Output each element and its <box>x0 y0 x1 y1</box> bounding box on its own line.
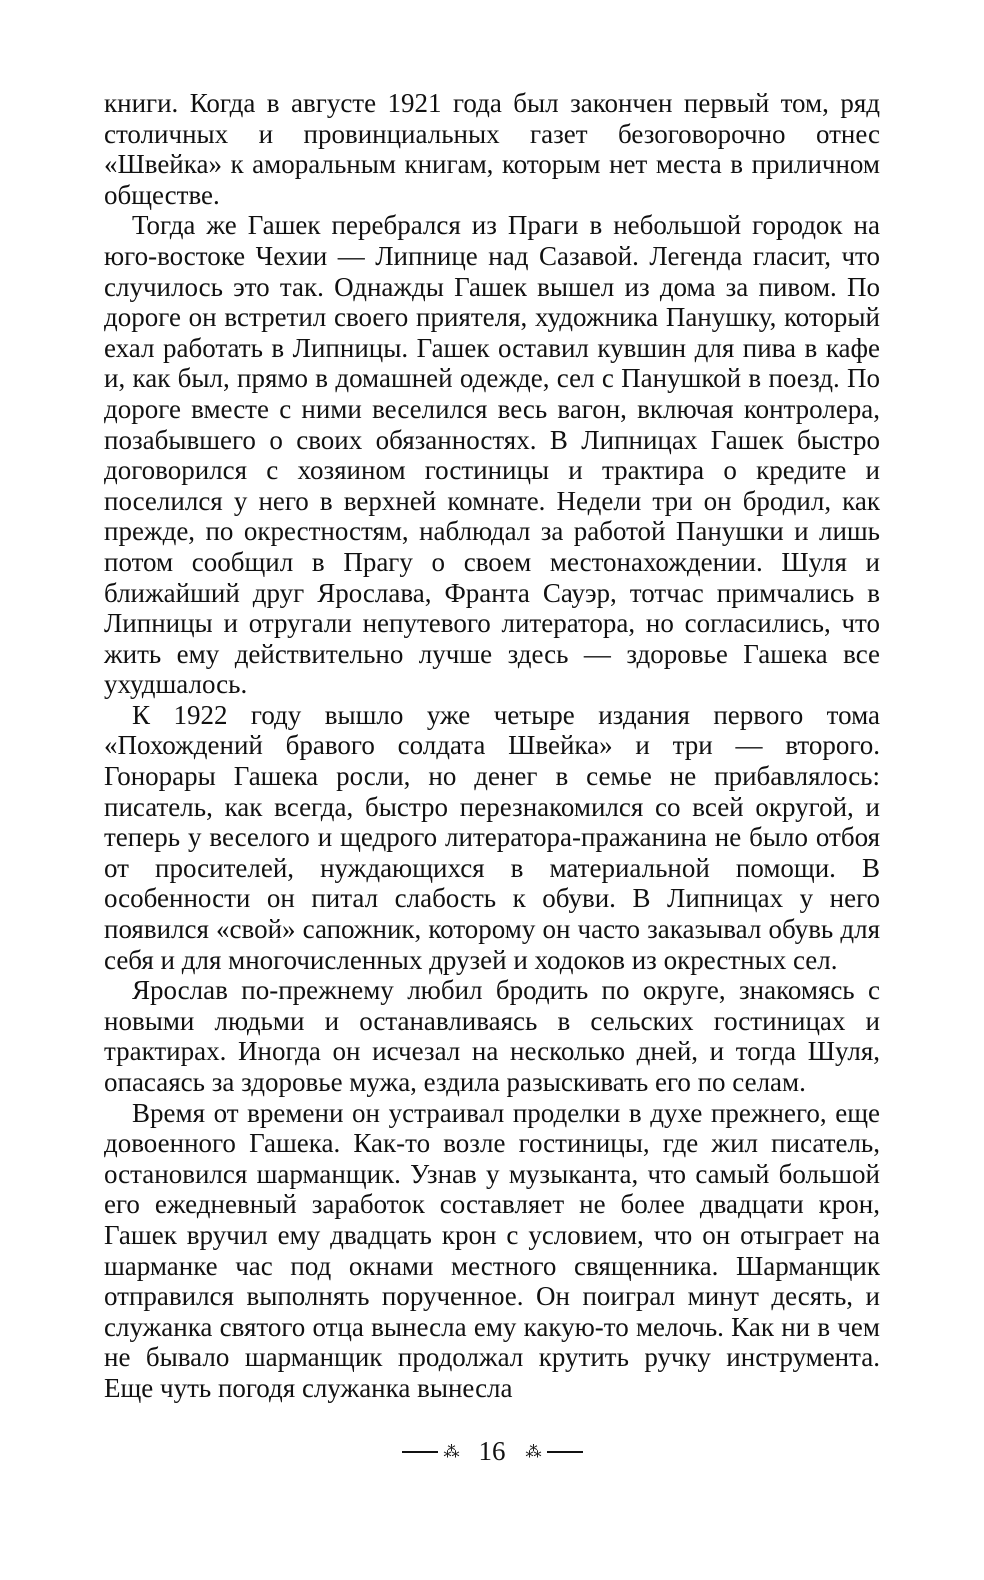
ornament-left-icon: ⁂ <box>443 1443 459 1461</box>
paragraph-2: Тогда же Гашек перебрался из Праги в небольшой городок на юго-востоке Чехии — Липнице над Сазавой. Легенда гласит, что случилось это так. Однажды Гашек вышел из дома за пивом. По дороге он встретил своего приятеля, художника Панушку, который ехал работать в Липницы. Гашек оставил кувшин для пива в кафе и, как был, прямо в домашней одежде, сел с Панушкой в поезд. По дороге вместе с ними веселился весь вагон, включая контролера, позабывшего о своих обязанностях. В Липницах Гашек быстро договорился с хозяином гостиницы и трактира о кредите и поселился у него в верхней комнате. Недели три он бродил, как прежде, по окрестностям, наблюдал за работой Панушки и лишь потом сообщил в Прагу о своем местонахождении. Шуля и ближайший друг Ярослава, Франта Сауэр, тотчас примчались в Липницы и отругали непутевого литератора, но согласились, что жить ему действительно лучше здесь — здоровье Гашека все ухудшалось. <box>104 210 880 700</box>
paragraph-3: К 1922 году вышло уже четыре издания первого тома «Похождений бравого солдата Швейка» и три — второго. Гонорары Гашека росли, но денег в семье не прибавлялось: писатель, как всегда, быстро перезнакомился со всей округой, и теперь у веселого и щедрого литератора-пражанина не было отбоя от просителей, нуждающихся в материальной помощи. В особенности он питал слабость к обуви. В Липницах у него появился «свой» сапожник, которому он часто заказывал обувь для себя и для многочисленных друзей и ходоков из окрестных сел. <box>104 699 880 975</box>
paragraph-4: Ярослав по-прежнему любил бродить по округе, знакомясь с новыми людьми и останавливаясь в сельских гостиницах и трактирах. Иногда он исчезал на несколько дней, и тогда Шуля, опасаясь за здоровье мужа, ездила разыскивать его по селам. <box>104 975 880 1097</box>
page-number: 16 <box>478 1436 506 1466</box>
ornament-right-icon: ⁂ <box>525 1443 541 1461</box>
paragraph-5: Время от времени он устраивал проделки в духе прежнего, еще довоенного Гашека. Как-то возле гостиницы, где жил писатель, остановился шарманщик. Узнав у музыканта, что самый большой его ежедневный заработок составляет не более двадцати крон, Гашек вручил ему двадцать крон с условием, что он отыграет на шарманке час под окнами местного священника. Шарманщик отправился выполнять порученное. Он поиграл минут десять, и служанка святого отца вынесла ему какую-то мелочь. Как ни в чем не бывало шарманщик продолжал крутить ручку инструмента. Еще чуть погодя служанка вынесла <box>104 1097 880 1403</box>
footer-rule-left <box>402 1451 438 1453</box>
page-body <box>104 88 880 1404</box>
page-footer <box>0 1436 984 1467</box>
paragraph-1: книги. Когда в августе 1921 года был закончен первый том, ряд столичных и провинциальных газет безоговорочно отнес «Швейка» к аморальным книгам, которым нет места в приличном обществе. <box>104 88 880 210</box>
footer-rule-right <box>547 1451 583 1453</box>
